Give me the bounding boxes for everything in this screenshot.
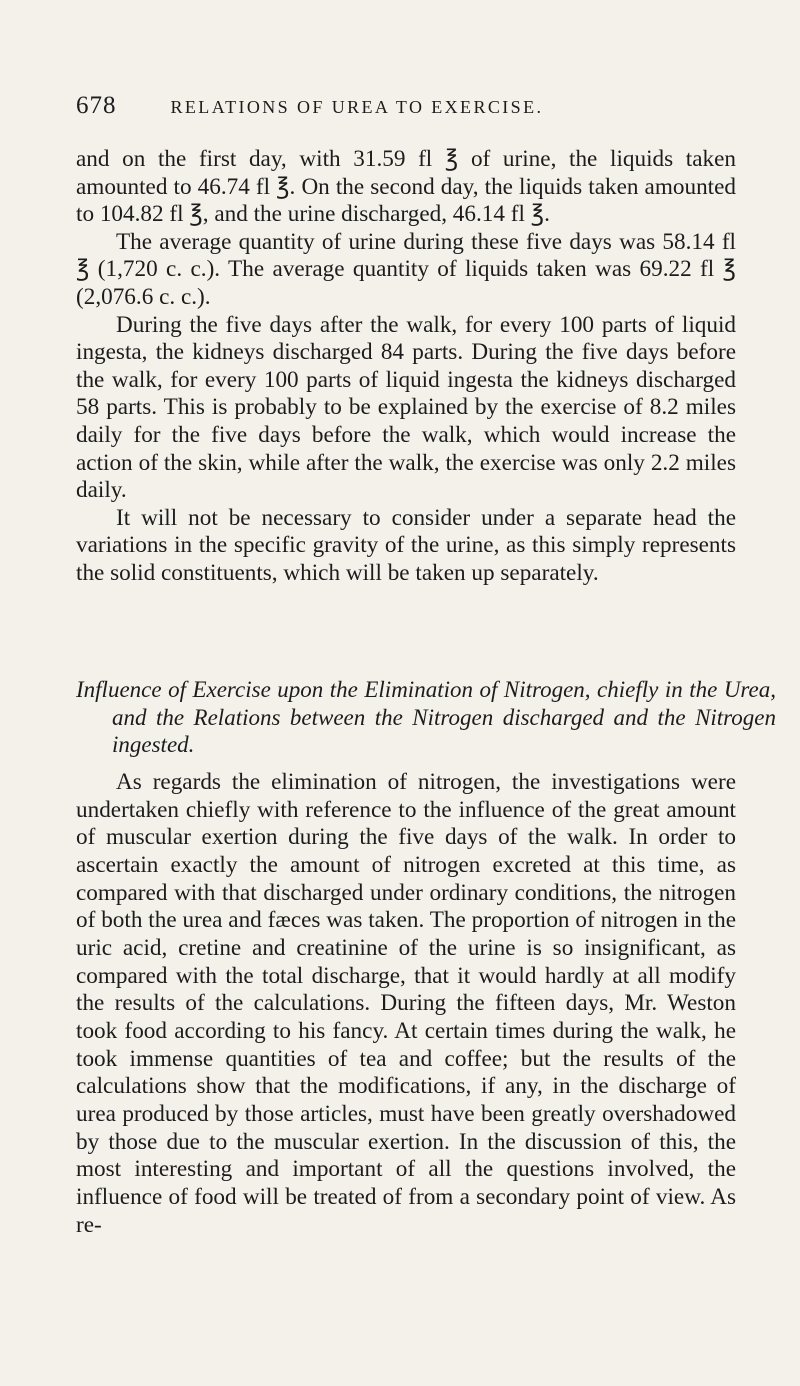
section-body <box>76 769 736 1239</box>
paragraph-specific-gravity: It will not be necessary to consider under a separate head the variations in the specific gravity of the urine, as this simply represents the solid constituents, which will be taken up separately. <box>76 504 736 586</box>
paragraph-continuation: and on the first day, with 31.59 fl ℥ of urine, the liquids taken amounted to 46.74 fl ℥. On the second day, the liquids taken amounted to 104.82 fl ℥, and the urine discharged, 46.14 fl ℥. <box>76 146 736 228</box>
page-number: 678 <box>76 92 117 119</box>
paragraph-average-quantity: The average quantity of urine during these five days was 58.14 fl ℥ (1,720 c. c.). The average quantity of liquids taken was 69.22 fl ℥ (2,076.6 c. c.). <box>76 228 736 310</box>
paragraph-nitrogen-elimination: As regards the elimination of nitrogen, the investigations were undertaken chiefly with reference to the influence of the great amount of muscular exertion during the five days of the walk. In order to ascertain exactly the amount of nitrogen excreted at this time, as compared with that discharged under ordinary conditions, the nitrogen of both the urea and fæces was taken. The proportion of nitrogen in the uric acid, cretine and creatinine of the urine is so insignificant, as compared with the total discharge, that it would hardly at all modify the results of the calculations. During the fifteen days, Mr. Weston took food according to his fancy. At certain times during the walk, he took immense quantities of tea and coffee; but the results of the calculations show that the modifications, if any, in the discharge of urea produced by those articles, must have been greatly overshadowed by those due to the muscular exertion. In the discussion of this, the most interesting and important of all the questions involved, the influence of food will be treated of from a secondary point of view. As re- <box>76 769 736 1238</box>
page-header <box>76 92 734 120</box>
paragraph-liquid-ingesta: During the five days after the walk, for every 100 parts of liquid ingesta, the kidneys discharged 84 parts. During the five days before the walk, for every 100 parts of liquid ingesta the kidneys discharged 58 parts. This is probably to be explained by the exercise of 8.2 miles daily for the five days before the walk, which would increase the action of the skin, while after the walk, the exercise was only 2.2 miles daily. <box>76 311 736 504</box>
running-head: RELATIONS OF UREA TO EXERCISE. <box>170 97 544 117</box>
body-text <box>76 146 736 588</box>
section-heading: Influence of Exercise upon the Elimination of Nitrogen, chiefly in the Urea, and the Relations between the Nitrogen discharged and the Nitrogen ingested. <box>76 677 776 757</box>
